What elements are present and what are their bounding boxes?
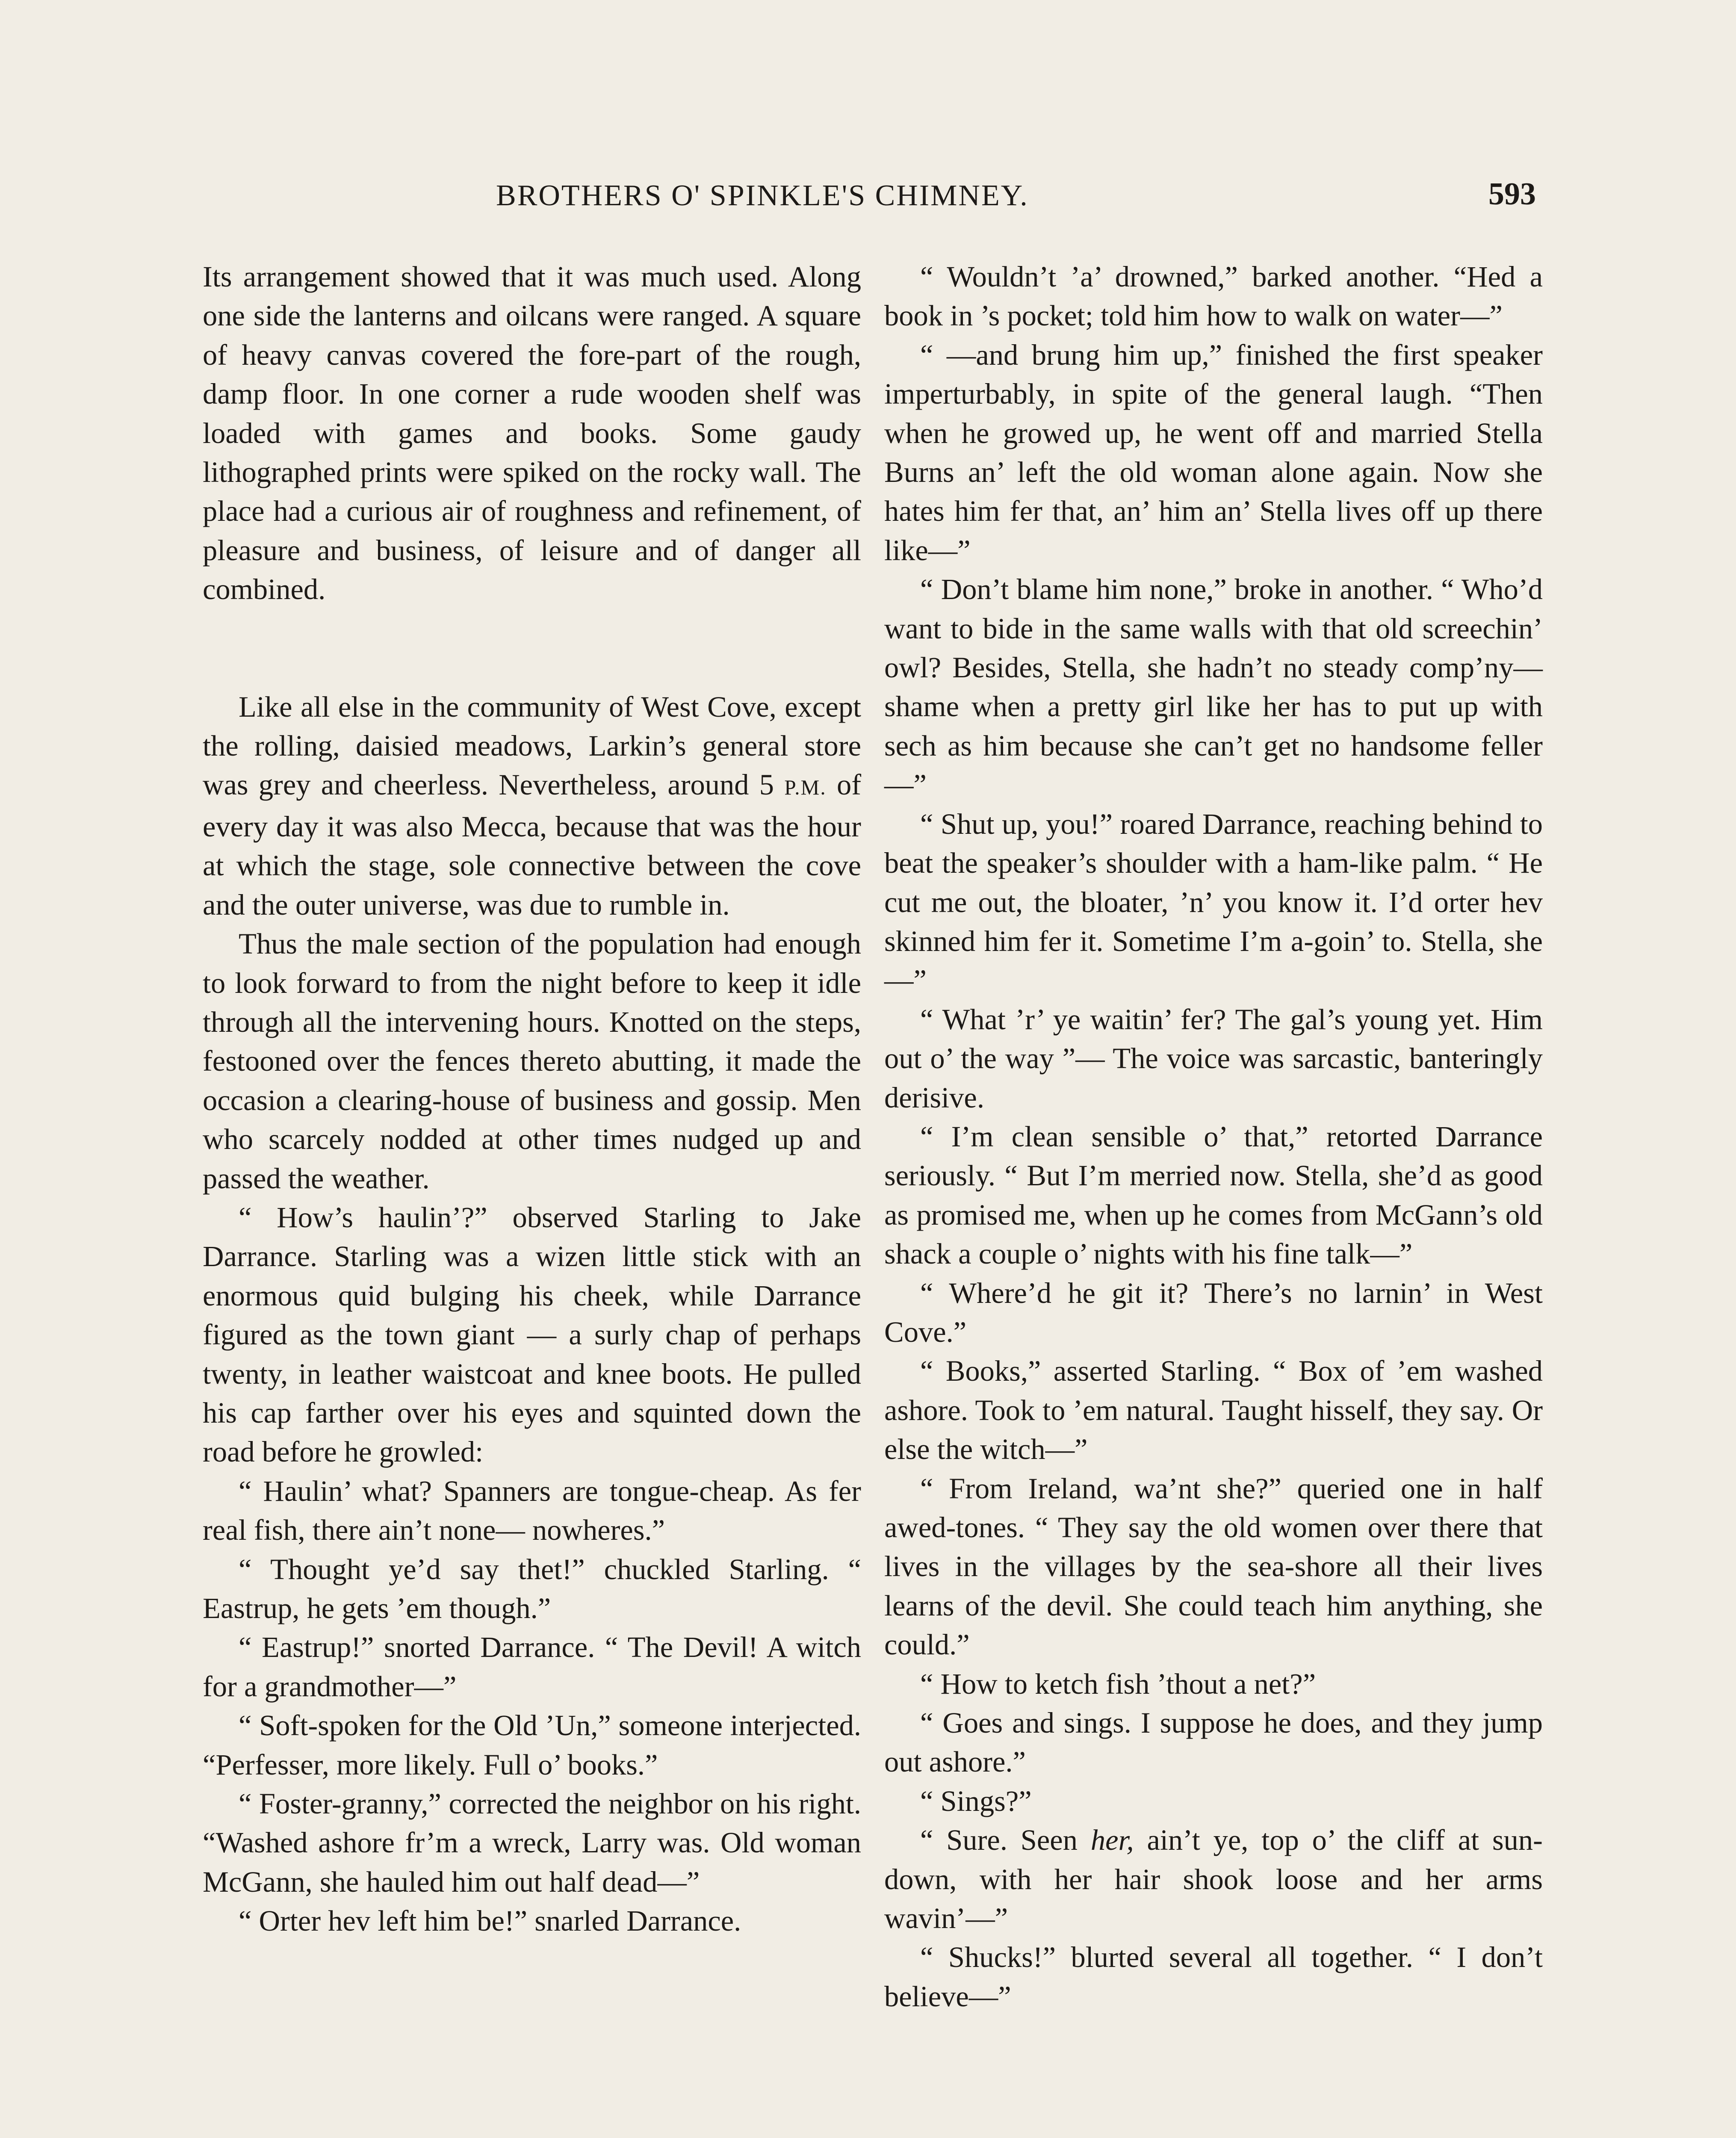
paragraph: “ How to ketch fish ’thout a net?” [920, 1667, 1316, 1700]
paragraph: “ Goes and sings. I suppose he does, and they jump out ashore.” [884, 1707, 1543, 1778]
paragraph-text: Like all else in the community of West Cove, except the rolling, daisied meadows, Larkin’s general store was grey and cheerless. Nevertheless, around 5 [203, 690, 861, 801]
paragraph: Thus the male section of the population had enough to look forward to from the night before to keep it idle through all the intervening hours. Knotted on the steps, festooned over the fences thereto abutting, it made the occasion a clearing-house of business and gossip. Men who scarcely nodded at other times nudged up and passed the weather. [203, 927, 861, 1195]
paragraph: “ Shucks!” blurted several all together. “ I don’t believe—” [884, 1941, 1543, 2013]
paragraph: “ Where’d he git it? There’s no larnin’ in West Cove.” [884, 1276, 1543, 1348]
paragraph: “ Haulin’ what? Spanners are tongue-cheap. As fer real fish, there ain’t none— nowheres.” [203, 1474, 861, 1547]
paragraph: “ —and brung him up,” finished the first speaker imperturbably, in spite of the general laugh. “Then when he growed up, he went off and married Stella Burns an’ left the old woman alone again. Now she hates him fer that, an’ him an’ Stella lives off up there like—” [884, 338, 1543, 567]
paragraph-text: of every day it was also Mecca, because that was the hour at which the stage, sole connective between the cove and the outer universe, was due to rumble in. [203, 768, 862, 921]
paragraph: “ Eastrup!” snorted Darrance. “ The Devil! A witch for a grandmother—” [203, 1631, 861, 1703]
paragraph: “ Sings?” [920, 1784, 1032, 1817]
paragraph [203, 688, 861, 924]
paragraph: “ What ’r’ ye waitin’ fer? The gal’s young yet. Him out o’ the way ”— The voice was sarcastic, banteringly derisive. [884, 1003, 1543, 1114]
paragraph: “ How’s haulin’?” observed Starling to Jake Darrance. Starling was a wizen little stick with an enormous quid bulging his cheek, while Darrance figured as the town giant — a surly chap of perhaps twenty, in leather waistcoat and knee boots. He pulled his cap farther over his eyes and squinted down the road before he growled: [203, 1201, 861, 1468]
paragraph: “ Soft-spoken for the Old ’Un,” someone interjected. “Perfesser, more likely. Full o’ books.” [203, 1709, 861, 1781]
paragraph [884, 1821, 1543, 1938]
page-number: 593 [1488, 177, 1536, 212]
paragraph: “ Thought ye’d say thet!” chuckled Starling. “ Eastrup, he gets ’em though.” [203, 1553, 861, 1624]
paragraph: “ From Ireland, wa’nt she?” queried one in half awed-tones. “ They say the old women over there that lives in the villages by the sea-shore all their lives learns of the devil. She could teach him anything, she could.” [884, 1472, 1543, 1661]
paragraph-text: “ Sure. Seen [920, 1824, 1091, 1857]
paragraph: “ Wouldn’t ’a’ drowned,” barked another. “Hed a book in ’s pocket; told him how to walk on water—” [884, 260, 1543, 332]
left-column [203, 257, 861, 1941]
paragraph: “ Books,” asserted Starling. “ Box of ’em washed ashore. Took to ’em natural. Taught hisself, they say. Or else the witch—” [884, 1355, 1543, 1466]
paragraph: “ I’m clean sensible o’ that,” retorted Darrance seriously. “ But I’m merried now. Stella, she’d as good as promised me, when up he comes from McGann’s old shack a couple o’ nights with his fine talk—” [884, 1120, 1543, 1270]
running-head-title: BROTHERS O' SPINKLE'S CHIMNEY. [496, 179, 1029, 212]
paragraph: “ Orter hev left him be!” snarled Darrance. [239, 1905, 741, 1937]
emphasis: her, [1090, 1824, 1134, 1857]
time-abbreviation: P.M. [784, 776, 827, 800]
paragraph: “ Don’t blame him none,” broke in another. “ Who’d want to bide in the same walls with that old screechin’ owl? Besides, Stella, she hadn’t no steady comp’ny— shame when a pretty girl like her has to put up with sech as him because she can’t get no handsome feller—” [884, 573, 1543, 801]
right-column [884, 257, 1543, 2016]
paragraph: “ Foster-granny,” corrected the neighbor on his right. “Washed ashore fr’m a wreck, Larry was. Old woman McGann, she hauled him out half dead—” [203, 1787, 861, 1898]
paragraph: Its arrangement showed that it was much used. Along one side the lanterns and oilcans were ranged. A square of heavy canvas covered the fore-part of the rough, damp floor. In one corner a rude wooden shelf was loaded with games and books. Some gaudy lithographed prints were spiked on the rocky wall. The place had a curious air of roughness and refinement, of pleasure and business, of leisure and of danger all combined. [203, 260, 861, 606]
paragraph-text: ain’t ye, top o’ the cliff at sun-down, with her hair shook loose and her arms wavin’—” [884, 1824, 1543, 1935]
paragraph: “ Shut up, you!” roared Darrance, reaching behind to beat the speaker’s shoulder with a ham-like palm. “ He cut me out, the bloater, ’n’ you know it. I’d orter hev skinned him fer it. Sometime I’m a-goin’ to. Stella, she—” [884, 807, 1543, 997]
